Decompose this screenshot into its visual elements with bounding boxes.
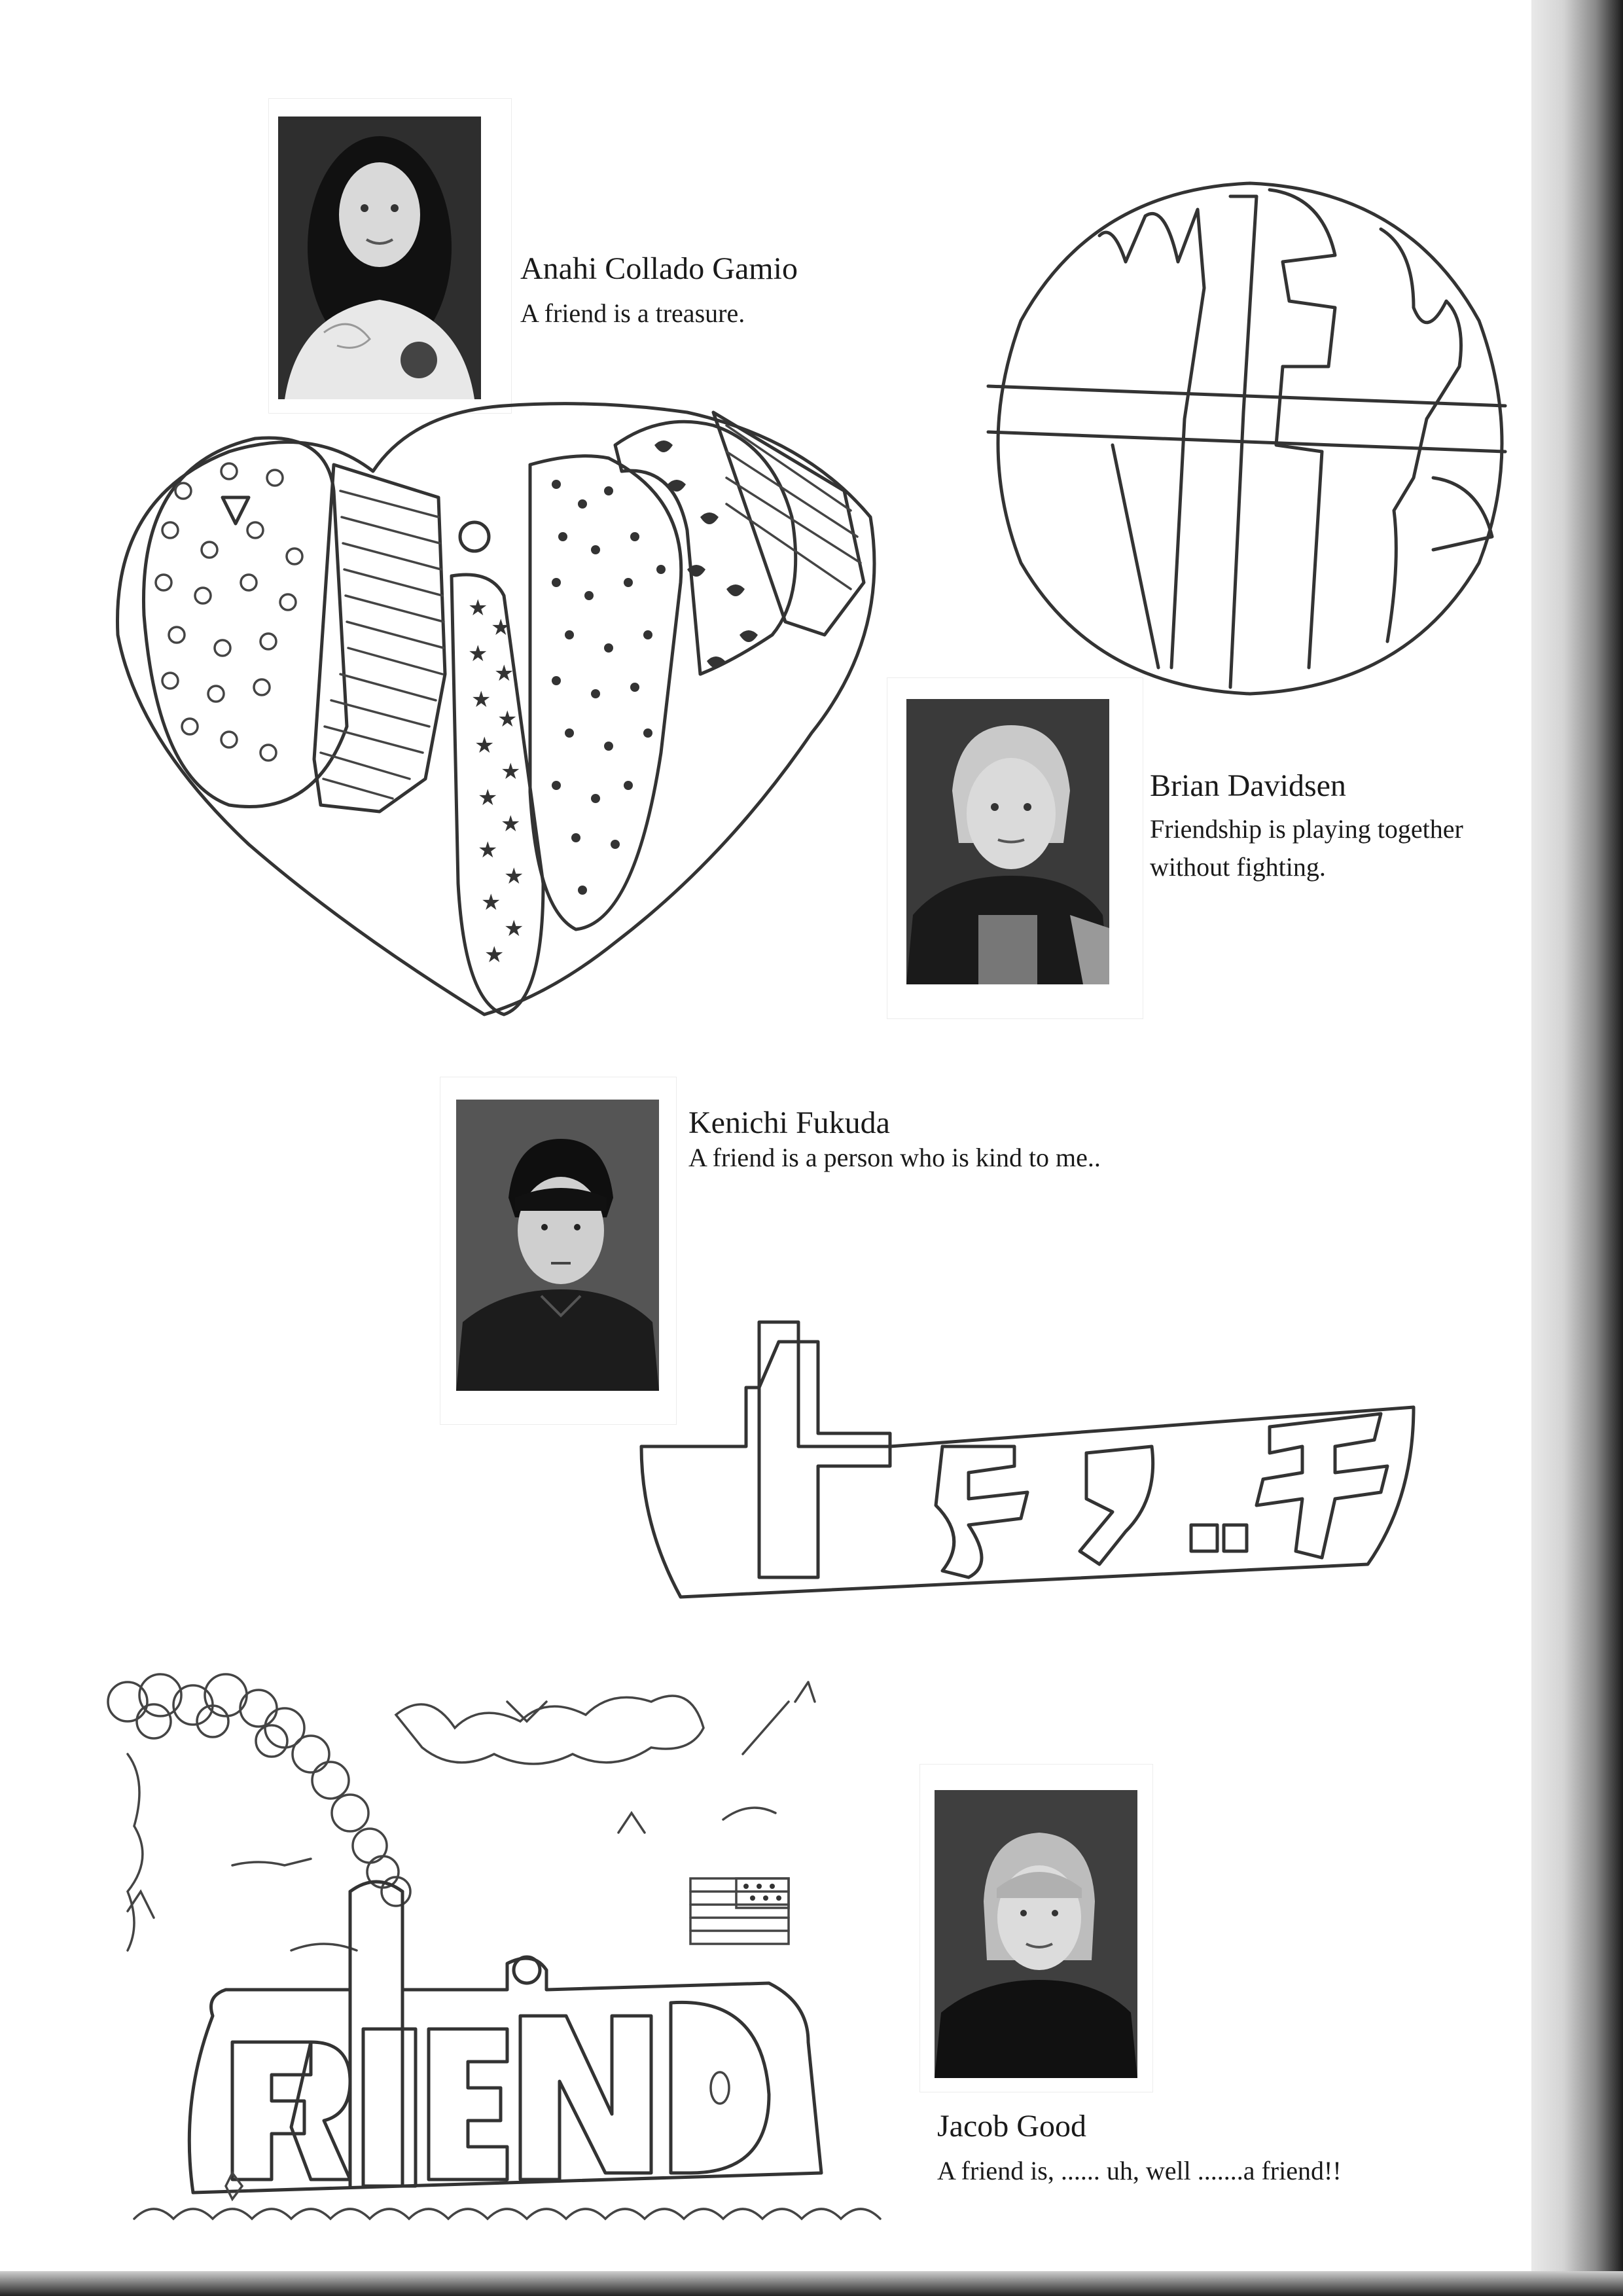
portrait-photo-brian [906, 699, 1109, 984]
svg-text:★: ★ [481, 889, 501, 916]
student-name-jacob: Jacob Good [937, 2109, 1086, 2144]
student-name-brian: Brian Davidsen [1150, 768, 1346, 803]
svg-text:★: ★ [478, 785, 498, 811]
student-name-kenichi: Kenichi Fukuda [688, 1105, 890, 1140]
student-quote-brian-line2: without fighting. [1150, 852, 1326, 882]
student-quote-jacob: A friend is, ...... uh, well .......a friend!! [937, 2156, 1342, 2185]
svg-text:★: ★ [468, 595, 488, 621]
svg-text:★: ★ [471, 687, 491, 713]
svg-text:★: ★ [501, 759, 521, 785]
svg-text:★: ★ [468, 641, 488, 667]
student-quote-anahi: A friend is a treasure. [520, 298, 745, 328]
svg-text:★: ★ [474, 732, 495, 759]
page-binding-edge [1531, 0, 1623, 2296]
ship-friend-drawing [115, 1676, 906, 2245]
svg-text:★: ★ [484, 942, 505, 968]
svg-text:★: ★ [491, 615, 511, 641]
svg-text:★: ★ [478, 837, 498, 863]
page-bottom-edge [0, 2271, 1623, 2296]
student-quote-brian-line1: Friendship is playing together [1150, 814, 1463, 844]
portrait-photo-jacob [935, 1790, 1137, 2078]
svg-text:★: ★ [504, 863, 524, 889]
portrait-photo-anahi [278, 117, 481, 399]
student-quote-kenichi: A friend is a person who is kind to me.. [688, 1143, 1101, 1172]
svg-text:★: ★ [501, 811, 521, 837]
svg-text:★: ★ [504, 916, 524, 942]
student-name-anahi: Anahi Collado Gamio [520, 251, 798, 286]
svg-text:★: ★ [494, 660, 514, 687]
heart-friend-drawing [98, 386, 883, 1034]
svg-text:★: ★ [497, 706, 518, 732]
boat-tomodachi-drawing [628, 1316, 1427, 1610]
circle-friend-drawing [982, 170, 1518, 707]
